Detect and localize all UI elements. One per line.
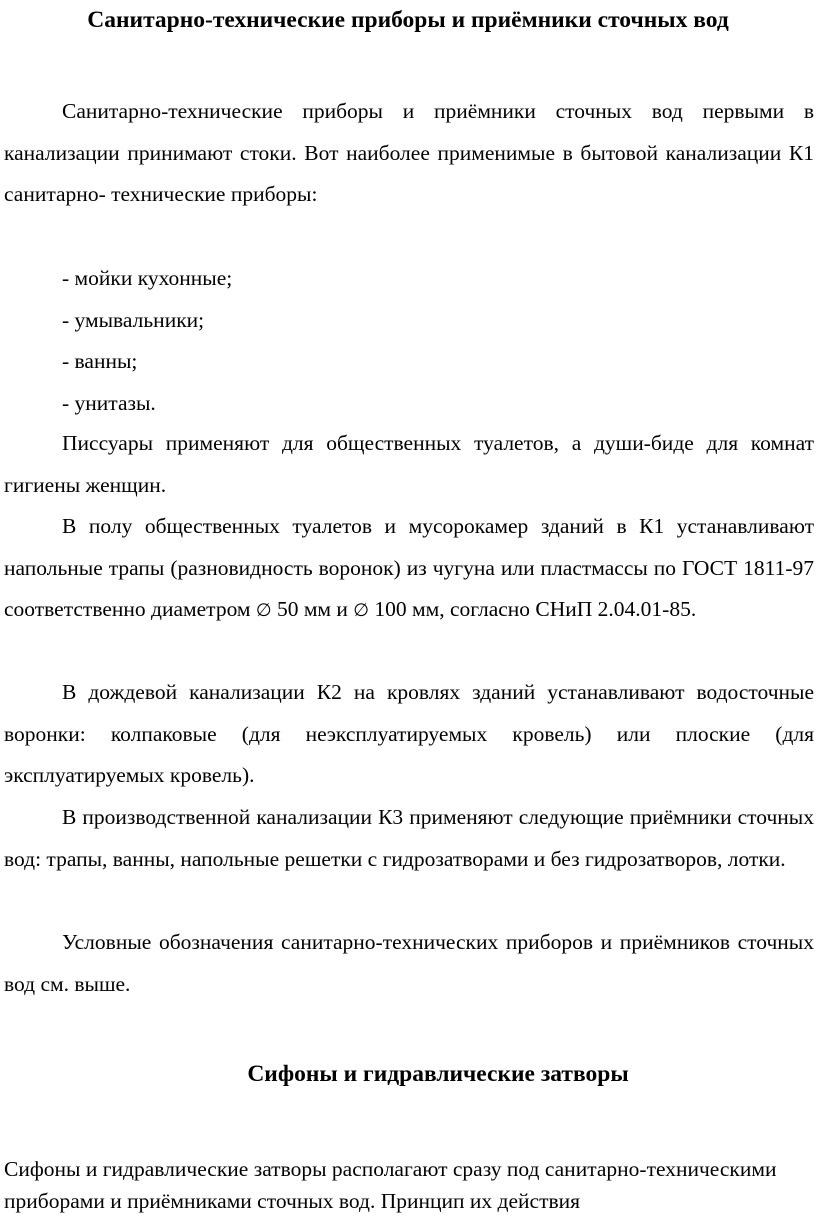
floor-traps-text-a: В полу общественных туалетов и мусорокамер зданий в К1 устанавливают напольные трапы (разновидность воронок) из чугуна или пластмассы по ГОСТ 1811-97 соответственно диаметром bbox=[4, 514, 814, 621]
floor-traps-text-b: 50 мм и bbox=[271, 597, 354, 621]
rain-paragraph: В дождевой канализации К2 на кровлях зданий устанавливают водосточные воронки: колпаковые (для неэксплуатируемых кровель) или плоские (для эксплуатируемых кровель). bbox=[4, 680, 814, 787]
list-item-washbasins: - умывальники; bbox=[62, 308, 205, 332]
list-item-baths: - ванны; bbox=[62, 349, 138, 373]
list-item-toilets: - унитазы. bbox=[62, 391, 156, 415]
diameter-symbol: ∅ bbox=[255, 600, 272, 621]
urinals-paragraph: Писсуары применяют для общественных туалетов, а души-биде для комнат гигиены женщин. bbox=[4, 431, 814, 497]
diameter-symbol: ∅ bbox=[353, 600, 369, 621]
floor-traps-text-c: 100 мм, согласно СНиП 2.04.01-85. bbox=[368, 597, 697, 621]
intro-paragraph: Санитарно-технические приборы и приёмники сточных вод первыми в канализации принимают стоки. Вот наиболее применимые в бытовой канализации К1 санитарно- технические приборы: bbox=[4, 99, 814, 206]
section-paragraph: Сифоны и гидравлические затворы располагают сразу под санитарно-техническими приборами и приёмниками сточных вод. Принцип их действия bbox=[4, 1157, 777, 1213]
floor-traps-paragraph bbox=[4, 506, 814, 632]
symbols-paragraph: Условные обозначения санитарно-технических приборов и приёмников сточных вод см. выше. bbox=[4, 930, 814, 996]
page-title: Санитарно-технические приборы и приёмники сточных вод bbox=[87, 7, 729, 33]
list-item-sinks: - мойки кухонные; bbox=[62, 266, 233, 290]
section-title: Сифоны и гидравлические затворы bbox=[247, 1061, 629, 1087]
industrial-paragraph: В производственной канализации К3 применяют следующие приёмники сточных вод: трапы, ванны, напольные решетки с гидрозатворами и без гидрозатворов, лотки. bbox=[4, 805, 814, 871]
